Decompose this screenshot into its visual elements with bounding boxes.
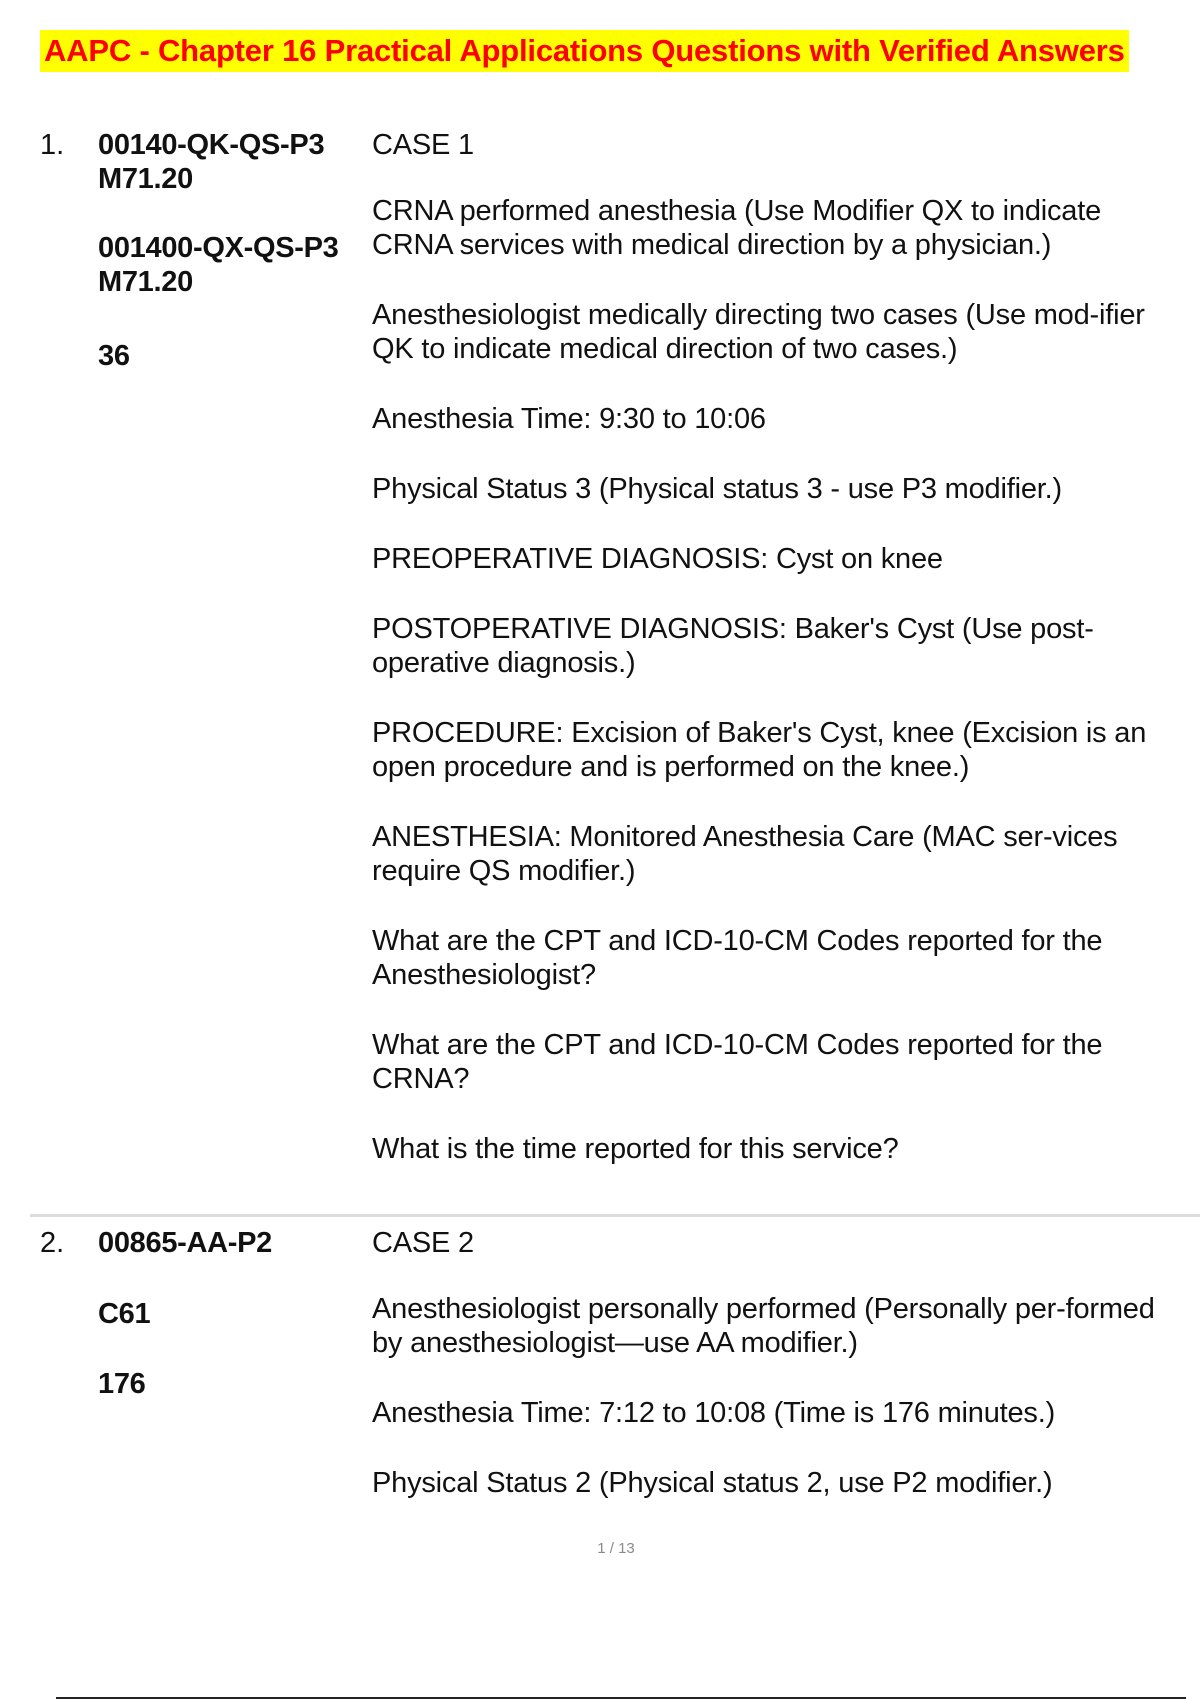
answer-code: M71.20 xyxy=(98,266,193,298)
question-paragraph: ANESTHESIA: Monitored Anesthesia Care (MAC ser-vices require QS modifier.) xyxy=(372,821,1118,887)
answer-code: C61 xyxy=(98,1298,151,1330)
question-paragraph: What is the time reported for this service? xyxy=(372,1133,899,1165)
entry-divider xyxy=(30,1214,1200,1217)
question-paragraph: Anesthesia Time: 7:12 to 10:08 (Time is 176 minutes.) xyxy=(372,1397,1056,1429)
answer-code: 36 xyxy=(98,340,130,372)
question-paragraph: PREOPERATIVE DIAGNOSIS: Cyst on knee xyxy=(372,543,943,575)
answer-code: 00140-QK-QS-P3 xyxy=(98,129,325,161)
case-heading: CASE 2 xyxy=(372,1227,474,1259)
case-heading: CASE 1 xyxy=(372,129,474,161)
question-paragraph: Anesthesia Time: 9:30 to 10:06 xyxy=(372,403,766,435)
question-text xyxy=(372,1226,1187,1536)
entry-number: 1. xyxy=(40,129,65,161)
question-paragraph: PROCEDURE: Excision of Baker's Cyst, knee (Excision is an open procedure and is performed on the knee.) xyxy=(372,717,1147,783)
question-paragraph: What are the CPT and ICD-10-CM Codes reported for the CRNA? xyxy=(372,1029,1103,1095)
question-paragraph: POSTOPERATIVE DIAGNOSIS: Baker's Cyst (Use post-operative diagnosis.) xyxy=(372,613,1094,679)
document-title: AAPC - Chapter 16 Practical Applications Questions with Verified Answers xyxy=(40,30,1129,72)
question-paragraph: What are the CPT and ICD-10-CM Codes reported for the Anesthesiologist? xyxy=(372,925,1103,991)
question-paragraph: Anesthesiologist medically directing two cases (Use mod-ifier QK to indicate medical direction of two cases.) xyxy=(372,299,1145,365)
question-paragraph: Physical Status 3 (Physical status 3 - use P3 modifier.) xyxy=(372,473,1062,505)
page-bottom-rule xyxy=(56,1697,1186,1699)
question-paragraph: CRNA performed anesthesia (Use Modifier QX to indicate CRNA services with medical direction by a physician.) xyxy=(372,195,1102,261)
question-paragraph: Anesthesiologist personally performed (Personally per-formed by anesthesiologist—use AA modifier.) xyxy=(372,1293,1155,1359)
entry-number: 2. xyxy=(40,1227,65,1259)
page-indicator: 1 / 13 xyxy=(597,1540,635,1557)
answer-code: M71.20 xyxy=(98,163,193,195)
question-paragraph: Physical Status 2 (Physical status 2, use P2 modifier.) xyxy=(372,1467,1053,1499)
answer-code: 00865-AA-P2 xyxy=(98,1227,273,1259)
answer-code: 176 xyxy=(98,1368,146,1400)
question-text xyxy=(372,128,1187,1202)
answer-code: 001400-QX-QS-P3 xyxy=(98,232,339,264)
